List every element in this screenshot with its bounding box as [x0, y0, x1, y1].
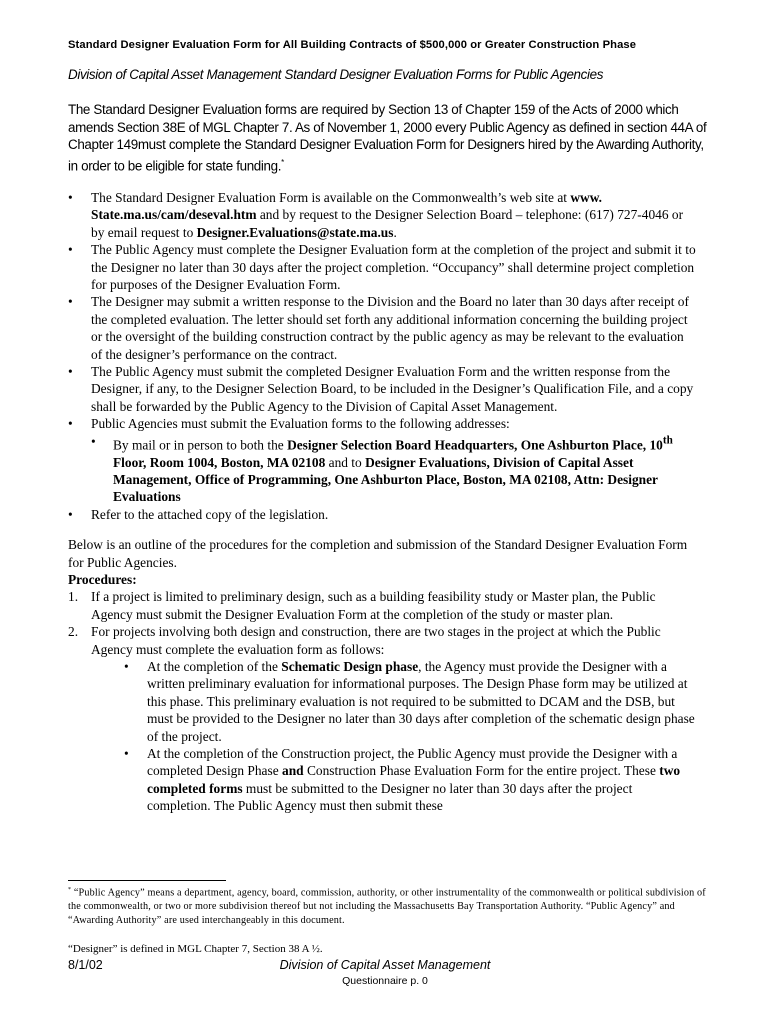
- ordinal-suffix: th: [662, 434, 673, 447]
- footer-division: Division of Capital Asset Management: [279, 958, 491, 972]
- dsb-address-cont: Floor, Room 1004, Boston, MA 02108: [113, 454, 326, 470]
- designer-footnote: “Designer” is defined in MGL Chapter 7, Section 38 A ½.: [68, 943, 323, 955]
- list-text: Public Agencies must submit the Evaluation forms to the following addresses:: [91, 416, 510, 432]
- list-item: • The Public Agency must submit the completed Designer Evaluation Form and the written response from the Designer, if any, to the Designer Selection Board, to be included in the Designer’s Qualification File, and a copy shall be forwarded by the Public Agency to the Division of Capital Asset Management.: [68, 363, 698, 415]
- procedure-number: 1.: [68, 589, 79, 605]
- address-text: By mail or in person to both the: [113, 437, 288, 453]
- footer-date: 8/1/02: [68, 958, 103, 972]
- dsb-address: Designer Selection Board Headquarters, One Ashburton Place, 10: [287, 437, 663, 453]
- list-text: The Standard Designer Evaluation Form is available on the Commonwealth’s web site at: [91, 190, 571, 205]
- intro-footnote-mark: *: [281, 157, 284, 167]
- procedures-heading: Procedures:: [68, 572, 137, 587]
- dcam-address: Designer Evaluations, Division of Capital Asset Management, Office of Programming, One Ashburton Place, Boston, MA 02108, Attn: Designer Evaluations: [113, 454, 658, 505]
- procedure-item: [68, 623, 698, 814]
- footnote-text: “Public Agency” means a department, agency, board, commission, authority, or other instrumentality of the commonwealth or political subdivision of the commonwealth, or two or more subdivision thereof but not including the Massachusetts Bay Transportation Authority. “Public Agency” and “Awarding Authority” are used interchangeably in this document.: [68, 887, 706, 926]
- email-link[interactable]: Designer.Evaluations@state.ma.us: [196, 224, 394, 240]
- footnote: [68, 884, 708, 928]
- list-item: • Refer to the attached copy of the legislation.: [68, 506, 698, 523]
- outline-paragraph: Below is an outline of the procedures for the completion and submission of the Standard Designer Evaluation Form for Public Agencies.: [68, 537, 688, 570]
- procedure-subitem: • At the completion of the Construction project, the Public Agency must provide the Designer with a completed Design Phase and Construction Phase Evaluation Form for the entire project. These two completed forms must be submitted to the Designer no later than 30 days after the project completion. The Public Agency must then submit these: [124, 745, 698, 815]
- website-link[interactable]: www. State.ma.us/cam/deseval.htm: [91, 190, 602, 223]
- procedure-item: [68, 588, 698, 623]
- procedure-text: If a project is limited to preliminary design, such as a building feasibility study or Master plan, the Public Agency must submit the Designer Evaluation Form at the completion of the study or master plan.: [91, 589, 656, 622]
- main-body: [68, 189, 698, 815]
- schematic-design-phase: Schematic Design phase: [281, 659, 419, 675]
- bold-and: and: [282, 763, 304, 779]
- list-text: .: [393, 224, 397, 240]
- page-subtitle: Division of Capital Asset Management Standard Designer Evaluation Forms for Public Agencies: [68, 67, 604, 82]
- footer-page-number: Questionnaire p. 0: [342, 975, 428, 987]
- address-text: and to: [325, 454, 366, 470]
- page-header-title: Standard Designer Evaluation Form for All Building Contracts of $500,000 or Greater Construction Phase: [68, 39, 637, 51]
- procedure-number: 2.: [68, 624, 79, 640]
- address-item: [91, 433, 698, 506]
- procedure-text: For projects involving both design and construction, there are two stages in the project at which the Public Agency must complete the evaluation form as follows:: [91, 624, 661, 657]
- procedure-subitem: • At the completion of the Schematic Design phase, the Agency must provide the Designer with a written preliminary evaluation for informational purposes. The Design Phase form may be utilized at this phase. This preliminary evaluation is not required to be submitted to DCAM and the DSB, but must be provided to the Designer no later than 30 days after completion of the schematic design phase of the project.: [124, 658, 698, 745]
- list-item: [68, 189, 698, 241]
- list-text: and by request to the Designer Selection Board – telephone: (617) 727-4046 or by email request to: [91, 207, 684, 240]
- two-completed-forms: two completed forms: [147, 763, 681, 796]
- requirements-list: [68, 189, 698, 523]
- intro-paragraph: [68, 101, 708, 175]
- footnote-separator: [68, 880, 226, 881]
- procedures-list: [68, 588, 698, 814]
- intro-text: The Standard Designer Evaluation forms are required by Section 13 of Chapter 159 of the Acts of 2000 which amends Section 38E of MGL Chapter 7. As of November 1, 2000 every Public Agency as defined in section 44A of Chapter 149must complete the Standard Designer Evaluation Form for Designers hired by the Awarding Authority, in order to be eligible for state funding.: [68, 102, 707, 174]
- address-list: [91, 433, 698, 506]
- procedure-sublist: [91, 658, 698, 815]
- list-item: [68, 415, 698, 506]
- list-item: • The Public Agency must complete the Designer Evaluation form at the completion of the project and submit it to the Designer no later than 30 days after the project completion. “Occupancy” shall determine project completion for purposes of the Designer Evaluation Form.: [68, 241, 698, 293]
- footnote-mark: *: [68, 887, 72, 893]
- list-item: • The Designer may submit a written response to the Division and the Board no later than 30 days after receipt of the completed evaluation. The letter should set forth any additional information concerning the building project or the oversight of the building construction contract by the public agency as may be relevant to the evaluation of the designer’s performance on the contract.: [68, 293, 698, 363]
